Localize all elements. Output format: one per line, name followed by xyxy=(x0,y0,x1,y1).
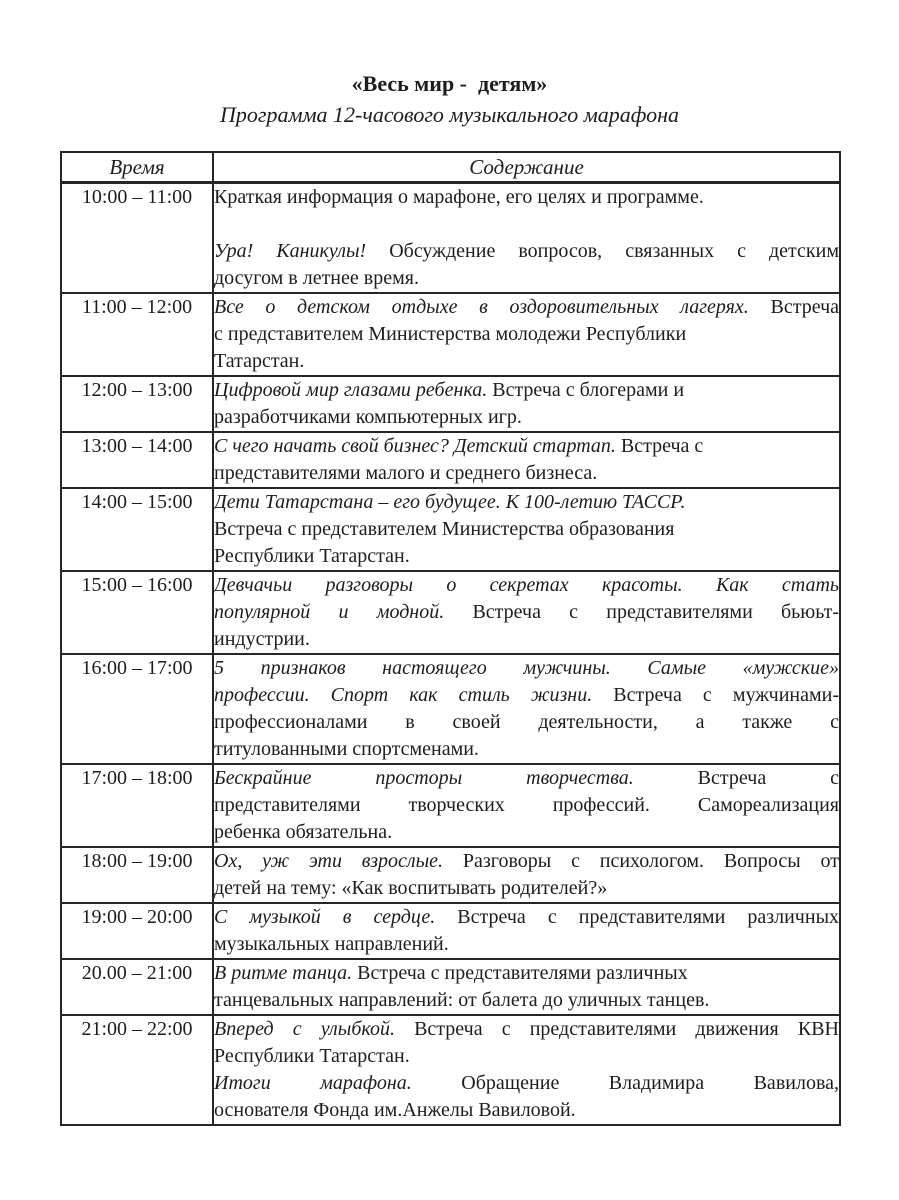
content-line xyxy=(214,377,839,404)
table-row xyxy=(61,293,840,376)
event-text: индустрии. xyxy=(214,628,310,650)
content-line xyxy=(214,682,839,709)
event-title-italic: популярной и модной. xyxy=(214,601,445,623)
time-cell: 17:00 – 18:00 xyxy=(61,764,213,847)
content-line xyxy=(214,489,839,516)
table-row xyxy=(61,571,840,654)
event-title-italic: Итоги марафона. xyxy=(214,1072,412,1094)
time-cell: 19:00 – 20:00 xyxy=(61,903,213,959)
content-line xyxy=(214,709,839,736)
content-line xyxy=(214,184,839,211)
event-text: Встреча с блогерами и xyxy=(487,379,685,401)
event-text: танцевальных направлений: от балета до уличных танцев. xyxy=(214,989,710,1011)
event-title-italic: С чего начать свой бизнес? Детский стартап. xyxy=(214,435,616,457)
content-cell xyxy=(213,654,840,764)
event-text: Республики Татарстан. xyxy=(214,1045,410,1067)
content-line xyxy=(214,875,839,902)
content-line xyxy=(214,572,839,599)
event-title-italic: В ритме танца. xyxy=(214,962,353,984)
event-text: титулованными спортсменами. xyxy=(214,738,479,760)
column-header-content: Содержание xyxy=(213,152,840,183)
table-row xyxy=(61,376,840,432)
content-line xyxy=(214,348,839,375)
content-line xyxy=(214,460,839,487)
content-cell xyxy=(213,293,840,376)
event-text: Обращение Владимира Вавилова, xyxy=(411,1072,839,1094)
time-cell: 16:00 – 17:00 xyxy=(61,654,213,764)
time-cell: 18:00 – 19:00 xyxy=(61,847,213,903)
content-line xyxy=(214,543,839,570)
content-line xyxy=(214,1070,839,1097)
table-row xyxy=(61,847,840,903)
content-line xyxy=(214,848,839,875)
event-title-italic: Девчачьи разговоры о секретах красоты. Как стать xyxy=(214,574,839,596)
event-title-italic: профессии. Спорт как стиль жизни. xyxy=(214,684,593,706)
content-line xyxy=(214,1097,839,1124)
column-header-time: Время xyxy=(61,152,213,183)
event-text: Встреча с представителями различных xyxy=(352,962,688,984)
time-cell: 13:00 – 14:00 xyxy=(61,432,213,488)
event-title-italic: Вперед с улыбкой. xyxy=(214,1018,395,1040)
event-text: Обсуждение вопросов, связанных с детским xyxy=(366,240,839,262)
time-cell: 12:00 – 13:00 xyxy=(61,376,213,432)
time-cell: 20.00 – 21:00 xyxy=(61,959,213,1015)
content-cell xyxy=(213,571,840,654)
content-line xyxy=(214,1043,839,1070)
event-text: Встреча с представителями различных xyxy=(435,906,840,928)
event-text: Встреча с представителями бьюьт- xyxy=(444,601,839,623)
event-text: Встреча с xyxy=(633,767,839,789)
event-title-italic: Ох, уж эти взрослые. xyxy=(214,850,444,872)
content-cell xyxy=(213,764,840,847)
event-text: досугом в летнее время. xyxy=(214,267,419,289)
event-text: Встреча с представителями движения КВН xyxy=(394,1018,839,1040)
content-cell xyxy=(213,903,840,959)
content-line xyxy=(214,433,839,460)
event-title-italic: Ура! Каникулы! xyxy=(214,240,367,262)
event-text: Республики Татарстан. xyxy=(214,545,410,567)
event-title-italic: Цифровой мир глазами ребенка. xyxy=(214,379,488,401)
content-line xyxy=(214,960,839,987)
content-line xyxy=(214,238,839,265)
event-text: с представителем Министерства молодежи Республики xyxy=(214,323,687,345)
content-line xyxy=(214,736,839,763)
event-text: представителями малого и среднего бизнеса. xyxy=(214,462,598,484)
table-row xyxy=(61,959,840,1015)
table-row xyxy=(61,1015,840,1125)
document-title: «Весь мир - детям» xyxy=(351,71,548,96)
content-line xyxy=(214,1016,839,1043)
table-row xyxy=(61,183,840,294)
content-line xyxy=(214,792,839,819)
time-cell: 11:00 – 12:00 xyxy=(61,293,213,376)
content-cell xyxy=(213,959,840,1015)
content-cell xyxy=(213,432,840,488)
event-text: Татарстан. xyxy=(214,350,305,372)
table-row xyxy=(61,903,840,959)
content-line xyxy=(214,819,839,846)
schedule-table-body xyxy=(61,183,840,1126)
time-cell: 10:00 – 11:00 xyxy=(61,183,213,294)
content-cell xyxy=(213,1015,840,1125)
event-title-italic: Бескрайние просторы творчества. xyxy=(214,767,634,789)
content-line xyxy=(214,265,839,292)
content-line xyxy=(214,765,839,792)
content-cell xyxy=(213,183,840,294)
content-line xyxy=(214,904,839,931)
content-cell xyxy=(213,488,840,571)
content-line xyxy=(214,294,839,321)
event-text: ребенка обязательна. xyxy=(214,821,393,843)
event-text: детей на тему: «Как воспитывать родителей?» xyxy=(214,877,608,899)
event-text: представителями творческих профессий. Самореализация xyxy=(214,794,839,816)
time-cell: 15:00 – 16:00 xyxy=(61,571,213,654)
content-line xyxy=(214,931,839,958)
event-text: Встреча с xyxy=(615,435,704,457)
event-text: разработчиками компьютерных игр. xyxy=(214,406,522,428)
table-row xyxy=(61,654,840,764)
content-line xyxy=(214,987,839,1014)
event-text: Разговоры с психологом. Вопросы от xyxy=(443,850,839,872)
event-text: Краткая информация о марафоне, его целях и программе. xyxy=(214,186,704,208)
event-text: Встреча xyxy=(748,296,840,318)
event-text: Встреча с представителем Министерства образования xyxy=(214,518,675,540)
content-cell xyxy=(213,376,840,432)
event-text: основателя Фонда им.Анжелы Вавиловой. xyxy=(214,1099,576,1121)
time-cell: 21:00 – 22:00 xyxy=(61,1015,213,1125)
table-row xyxy=(61,764,840,847)
table-row xyxy=(61,432,840,488)
event-text: профессионалами в своей деятельности, а также с xyxy=(214,711,839,733)
content-line xyxy=(214,599,839,626)
table-row xyxy=(61,488,840,571)
content-line xyxy=(214,321,839,348)
header-row xyxy=(61,152,840,183)
content-cell xyxy=(213,847,840,903)
event-text: Встреча с мужчинами- xyxy=(592,684,839,706)
event-title-italic: Все о детском отдыхе в оздоровительных лагерях. xyxy=(214,296,749,318)
content-line xyxy=(214,516,839,543)
time-cell: 14:00 – 15:00 xyxy=(61,488,213,571)
event-title-italic: Дети Татарстана – его будущее. К 100-летию ТАССР. xyxy=(214,491,686,513)
content-line xyxy=(214,655,839,682)
event-text: музыкальных направлений. xyxy=(214,933,449,955)
document-subtitle: Программа 12-часового музыкального марафона xyxy=(219,102,680,127)
content-line xyxy=(214,211,839,238)
content-line xyxy=(214,626,839,653)
content-line xyxy=(214,404,839,431)
event-title-italic: С музыкой в сердце. xyxy=(214,906,436,928)
schedule-table xyxy=(60,151,841,1126)
event-title-italic: 5 признаков настоящего мужчины. Самые «мужские» xyxy=(214,657,839,679)
